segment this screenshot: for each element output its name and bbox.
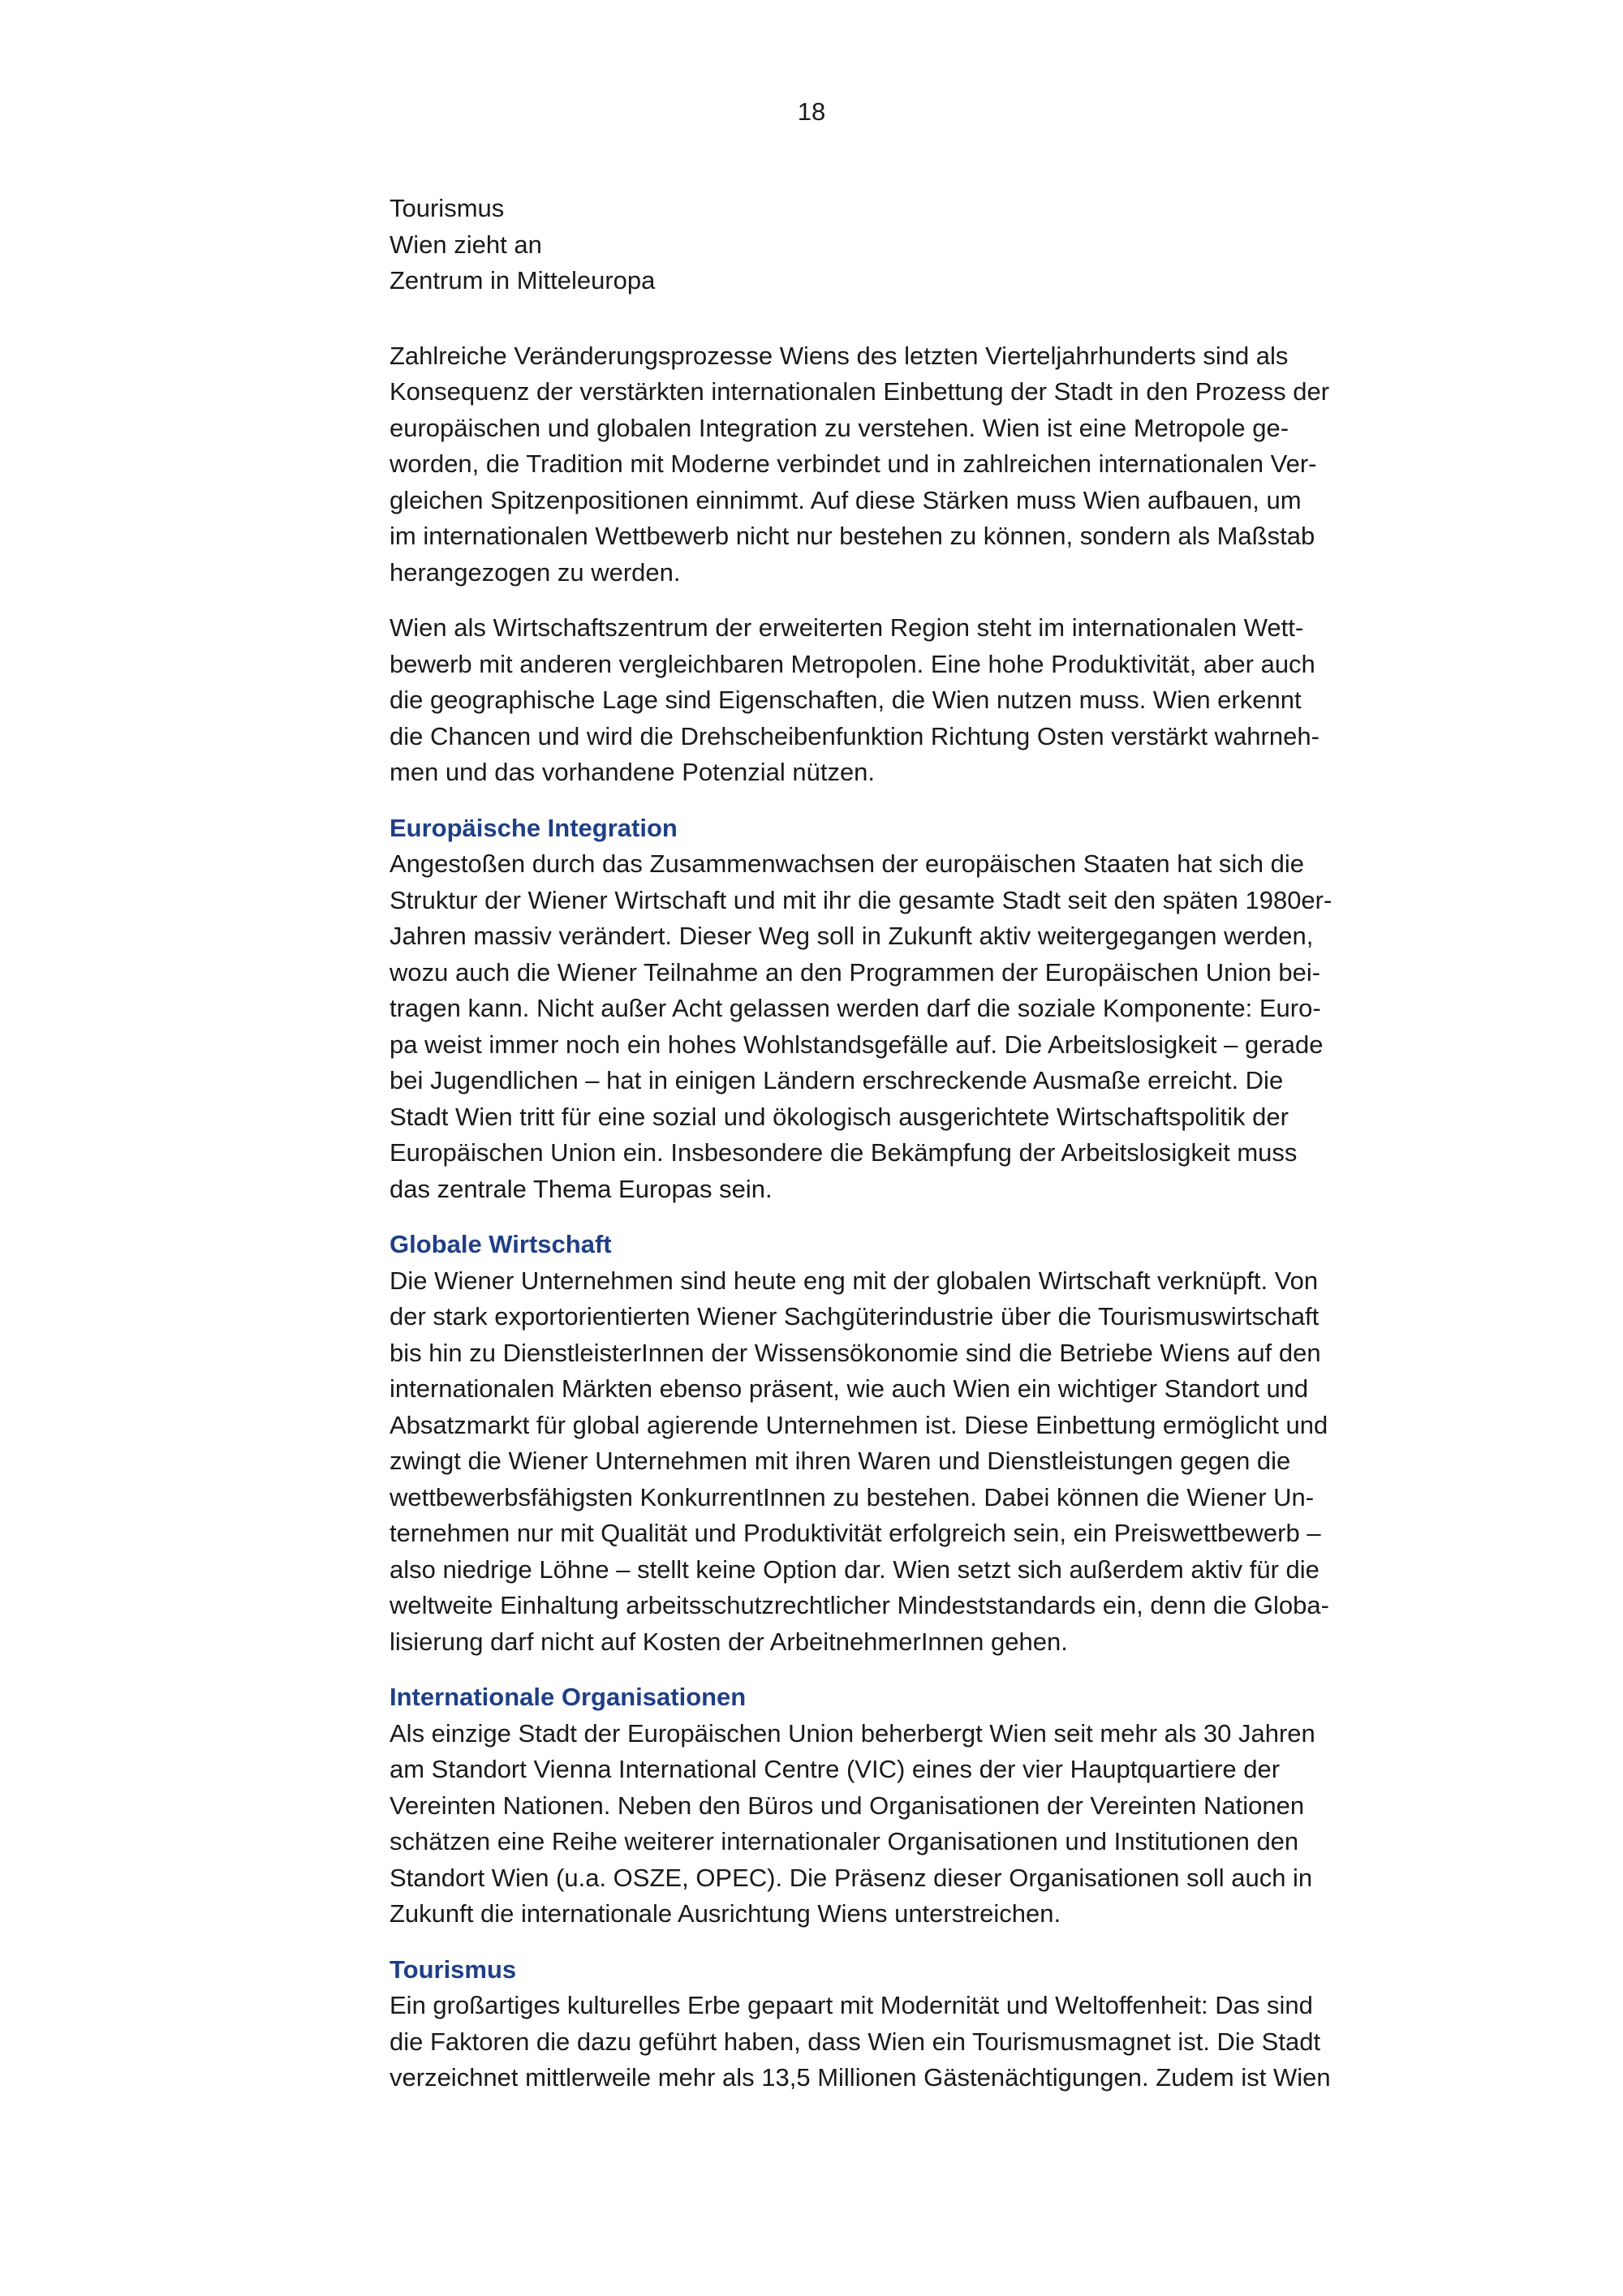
text-line: schätzen eine Reihe weiterer internationaler Organisationen und Institutionen den xyxy=(390,1827,1299,1855)
text-line: wettbewerbsfähigsten KonkurrentInnen zu bestehen. Dabei können die Wiener Un- xyxy=(390,1482,1315,1511)
text-line: am Standort Vienna International Centre (VIC) eines der vier Hauptquartiere der xyxy=(390,1755,1281,1783)
section-globale-wirtschaft xyxy=(390,1227,1424,1660)
text-line: ternehmen nur mit Qualität und Produktivität erfolgreich sein, ein Preiswettbewerb – xyxy=(390,1519,1321,1547)
document-body xyxy=(390,191,1424,2116)
text-line: Ein großartiges kulturelles Erbe gepaart mit Modernität und Weltoffenheit: Das sind xyxy=(390,1991,1313,2019)
text-line: Zahlreiche Veränderungsprozesse Wiens des letzten Vierteljahrhunderts sind als xyxy=(390,341,1289,370)
text-line: bewerb mit anderen vergleichbaren Metropolen. Eine hohe Produktivität, aber auch xyxy=(390,649,1315,678)
text-line: der stark exportorientierten Wiener Sachgüterindustrie über die Tourismuswirtschaft xyxy=(390,1302,1319,1331)
text-line: wozu auch die Wiener Teilnahme an den Programmen der Europäischen Union bei- xyxy=(390,957,1321,987)
text-line: tragen kann. Nicht außer Acht gelassen werden darf die soziale Komponente: Euro- xyxy=(390,994,1321,1022)
header-line: Tourismus xyxy=(390,194,505,222)
section-heading: Tourismus xyxy=(390,1954,517,1984)
section-heading: Internationale Organisationen xyxy=(390,1683,747,1711)
text-line: das zentrale Thema Europas sein. xyxy=(390,1174,773,1203)
text-line: lisierung darf nicht auf Kosten der ArbeitnehmerInnen gehen. xyxy=(390,1627,1068,1656)
text-line: internationalen Märkten ebenso präsent, wie auch Wien ein wichtiger Standort und xyxy=(390,1374,1309,1403)
text-line: Vereinten Nationen. Neben den Büros und Organisationen der Vereinten Nationen xyxy=(390,1791,1305,1820)
text-line: die geographische Lage sind Eigenschaften, die Wien nutzen muss. Wien erkennt xyxy=(390,686,1302,714)
section-heading: Europäische Integration xyxy=(390,813,678,842)
text-line: pa weist immer noch ein hohes Wohlstandsgefälle auf. Die Arbeitslosigkeit – gerade xyxy=(390,1030,1324,1059)
page-number: 18 xyxy=(797,97,826,126)
text-line: men und das vorhandene Potenzial nützen. xyxy=(390,758,876,786)
text-line: Konsequenz der verstärkten internationalen Einbettung der Stadt in den Prozess der xyxy=(390,377,1330,406)
text-line: Als einzige Stadt der Europäischen Union beherbergt Wien seit mehr als 30 Jahren xyxy=(390,1718,1315,1748)
text-line: Die Wiener Unternehmen sind heute eng mit der globalen Wirtschaft verknüpft. Von xyxy=(390,1266,1319,1295)
paragraph-intro-2 xyxy=(390,610,1424,791)
text-line: Wien als Wirtschaftszentrum der erweiterten Region steht im internationalen Wett- xyxy=(390,613,1304,642)
text-line: Europäischen Union ein. Insbesondere die Bekämpfung der Arbeitslosigkeit muss xyxy=(390,1138,1298,1167)
section-europaeische-integration xyxy=(390,810,1424,1208)
text-line: die Faktoren die dazu geführt haben, dass Wien ein Tourismusmagnet ist. Die Stadt xyxy=(390,2027,1321,2056)
text-line: Stadt Wien tritt für eine sozial und ökologisch ausgerichtete Wirtschaftspolitik der xyxy=(390,1102,1289,1131)
text-line: Jahren massiv verändert. Dieser Weg soll in Zukunft aktiv weitergegangen werden, xyxy=(390,922,1314,950)
text-line: weltweite Einhaltung arbeitsschutzrechtlicher Mindeststandards ein, denn die Globa- xyxy=(390,1591,1329,1619)
text-line: die Chancen und wird die Drehscheibenfunktion Richtung Osten verstärkt wahrneh- xyxy=(390,721,1319,750)
paragraph-intro-1 xyxy=(390,338,1424,591)
section-heading: Globale Wirtschaft xyxy=(390,1230,612,1258)
text-line: Zukunft die internationale Ausrichtung Wiens unterstreichen. xyxy=(390,1899,1061,1928)
text-line: im internationalen Wettbewerb nicht nur bestehen zu können, sondern als Maßstab xyxy=(390,522,1315,550)
text-line: Standort Wien (u.a. OSZE, OPEC). Die Präsenz dieser Organisationen soll auch in xyxy=(390,1863,1313,1892)
text-line: gleichen Spitzenpositionen einnimmt. Auf diese Stärken muss Wien aufbauen, um xyxy=(390,485,1302,514)
text-line: bei Jugendlichen – hat in einigen Ländern erschreckende Ausmaße erreicht. Die xyxy=(390,1066,1284,1094)
text-line: europäischen und globalen Integration zu verstehen. Wien ist eine Metropole ge- xyxy=(390,413,1289,442)
text-line: verzeichnet mittlerweile mehr als 13,5 Millionen Gästenächtigungen. Zudem ist Wien xyxy=(390,2063,1331,2092)
text-line: Angestoßen durch das Zusammenwachsen der europäischen Staaten hat sich die xyxy=(390,849,1305,878)
text-line: bis hin zu DienstleisterInnen der Wissensökonomie sind die Betriebe Wiens auf den xyxy=(390,1338,1321,1367)
text-line: also niedrige Löhne – stellt keine Option dar. Wien setzt sich außerdem aktiv für die xyxy=(390,1554,1319,1584)
text-line: worden, die Tradition mit Moderne verbindet und in zahlreichen internationalen Ver- xyxy=(390,449,1317,478)
section-internationale-organisationen xyxy=(390,1679,1424,1933)
text-line: herangezogen zu werden. xyxy=(390,557,681,587)
header-line: Wien zieht an xyxy=(390,230,542,259)
header-lines xyxy=(390,191,1424,299)
header-line: Zentrum in Mitteleuropa xyxy=(390,266,656,295)
text-line: zwingt die Wiener Unternehmen mit ihren Waren und Dienstleistungen gegen die xyxy=(390,1447,1291,1475)
text-line: Struktur der Wiener Wirtschaft und mit ihr die gesamte Stadt seit den späten 1980er- xyxy=(390,885,1332,914)
text-line: Absatzmarkt für global agierende Unternehmen ist. Diese Einbettung ermöglicht und xyxy=(390,1410,1328,1439)
section-tourismus xyxy=(390,1952,1424,2096)
